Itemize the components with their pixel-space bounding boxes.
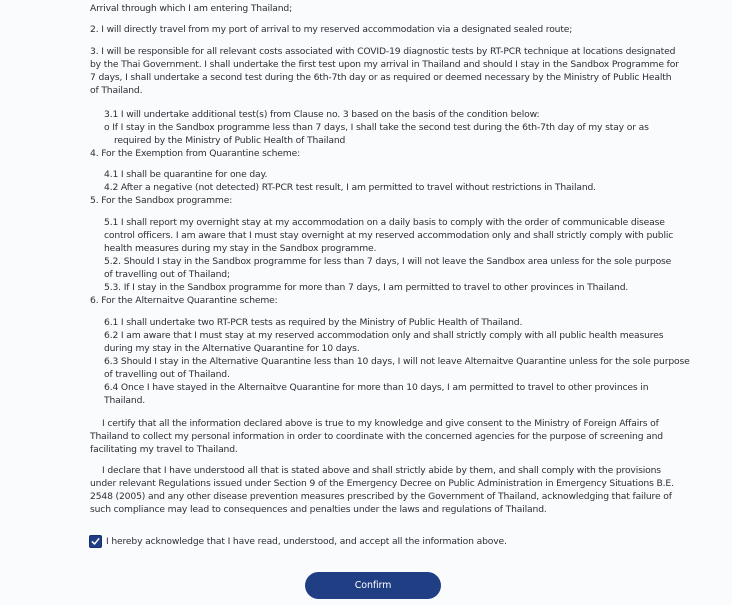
declaration-line: by the Thai Government. I shall undertake the first test upon my arrival in Thailand and should I stay in the Sandbox Programme for (90, 59, 679, 70)
declaration-line: 5. For the Sandbox programme: (90, 195, 233, 206)
checkmark-icon (91, 537, 100, 546)
declaration-line: 3. I will be responsible for all relevant costs associated with COVID-19 diagnostic tests by RT-PCR technique at locations designated (90, 46, 676, 57)
declaration-line: Thailand to collect my personal information in order to coordinate with the concerned agencies for the purpose of screening and (90, 431, 663, 442)
declaration-line: of travelling out of Thailand; (104, 269, 230, 280)
acknowledge-label[interactable]: I hereby acknowledge that I have read, understood, and accept all the information above. (106, 536, 507, 547)
declaration-line: 6.2 I am aware that I must stay at my reserved accommodation only and shall strictly comply with all public health measures (104, 330, 664, 341)
declaration-line: 4.2 After a negative (not detected) RT-PCR test result, I am permitted to travel without restrictions in Thailand. (104, 182, 596, 193)
declaration-line: of Thailand. (90, 85, 143, 96)
declaration-line: 6.1 I shall undertake two RT-PCR tests as required by the Ministry of Public Health of Thailand. (104, 317, 523, 328)
declaration-line: 2. I will directly travel from my port of arrival to my reserved accommodation via a designated sealed route; (90, 24, 573, 35)
declaration-line: facilitating my travel to Thailand. (90, 444, 238, 455)
acknowledge-checkbox[interactable] (89, 535, 102, 548)
declaration-line: 4. For the Exemption from Quarantine scheme: (90, 148, 301, 159)
declaration-line: 4.1 I shall be quarantine for one day. (104, 169, 268, 180)
confirm-button-label: Confirm (354, 580, 392, 591)
declaration-line: control officers. I am aware that I must stay overnight at my reserved accommodation only and shall strictly comply with public (104, 230, 674, 241)
declaration-line: 5.2. Should I stay in the Sandbox programme for less than 7 days, I will not leave the Sandbox area unless for the sole purpose (104, 256, 672, 267)
declaration-line: 5.3. If I stay in the Sandbox programme for more than 7 days, I am permitted to travel to other provinces in Thailand. (104, 282, 629, 293)
declaration-line: Thailand. (104, 395, 146, 406)
declaration-line: under relevant Regulations issued under Section 9 of the Emergency Decree on Public Administration in Emergency Situations B.E. (90, 478, 674, 489)
declaration-line: 3.1 I will undertake additional test(s) from Clause no. 3 based on the basis of the condition below: (104, 109, 540, 120)
declaration-line: I certify that all the information declared above is true to my knowledge and give consent to the Ministry of Foreign Affairs of (102, 418, 659, 429)
declaration-line: 6. For the Alternaitve Quarantine scheme: (90, 295, 278, 306)
declaration-line: of travelling out of Thailand. (104, 369, 230, 380)
declaration-line: 5.1 I shall report my overnight stay at my accommodation on a daily basis to comply with the order of communicable disease (104, 217, 665, 228)
declaration-line: during my stay in the Alternative Quarantine for 10 days. (104, 343, 360, 354)
declaration-line: 7 days, I shall undertake a second test during the 6th-7th day or as required or deemed necessary by the Ministry of Public Health (90, 72, 672, 83)
declaration-line: o If I stay in the Sandbox programme less than 7 days, I shall take the second test during the 6th-7th day of my stay or as (104, 122, 649, 133)
declaration-line: required by the Ministry of Public Health of Thailand (114, 135, 346, 146)
acknowledge-row[interactable] (89, 535, 507, 548)
declaration-line: such compliance may lead to consequences and penalties under the laws and regulations of Thailand. (90, 504, 547, 515)
declaration-line: health measures during my stay in the Sandbox programme. (104, 243, 377, 254)
declaration-line: 2548 (2005) and any other disease prevention measures prescribed by the Government of Thailand, acknowledging that failure of (90, 491, 672, 502)
confirm-button[interactable] (305, 572, 441, 599)
declaration-line: 6.3 Should I stay in the Alternative Quarantine less than 10 days, I will not leave Alternaitve Quarantine unless for the sole purpose (104, 356, 690, 367)
declaration-line: 6.4 Once I have stayed in the Alternaitve Quarantine for more than 10 days, I am permitted to travel to other provinces in (104, 382, 649, 393)
declaration-line: I declare that I have understood all that is stated above and shall strictly abide by them, and shall comply with the provisions (102, 465, 661, 476)
declaration-line: Arrival through which I am entering Thailand; (90, 3, 293, 14)
